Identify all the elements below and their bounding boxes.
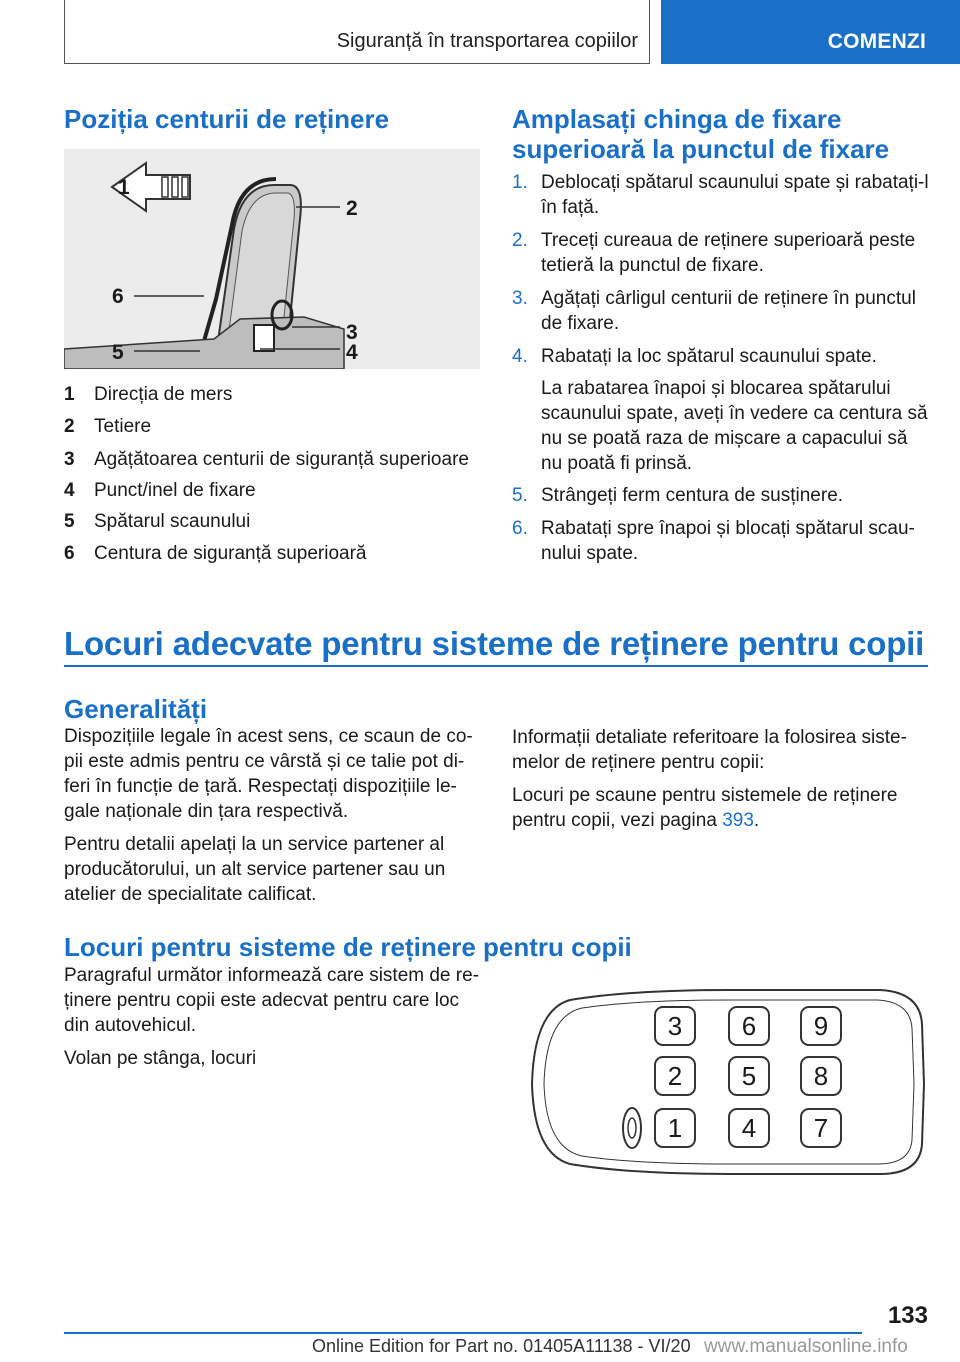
generalitati-paragraph: Dispozițiile legale în acest sens, ce scaun de copii este admis pentru ce vârstă și ce talie pot diferi în funcție de țară. Respectați dispozițiile legale naționale din țara respectivă. bbox=[64, 726, 473, 822]
generalitati-section bbox=[64, 694, 484, 907]
step-num: 3. bbox=[512, 288, 528, 309]
generalitati-info-paragraph: Informații detaliate referitoare la folosirea sistemelor de reținere pentru copii: bbox=[512, 727, 907, 773]
step-item bbox=[512, 228, 932, 278]
step-item bbox=[512, 286, 932, 336]
page-393-link[interactable]: 393 bbox=[722, 810, 754, 831]
seat-layout-diagram bbox=[510, 984, 930, 1180]
generalitati-reference-paragraph bbox=[512, 783, 926, 833]
step-num: 1. bbox=[512, 172, 528, 193]
main-section-title: Locuri adecvate pentru sisteme de reținere pentru copii bbox=[64, 625, 925, 662]
callout-3: 3 bbox=[346, 321, 358, 344]
right-section-title-line2: superioară la punctul de fixare bbox=[512, 134, 890, 164]
callout-6: 6 bbox=[112, 285, 124, 308]
step-num: 4. bbox=[512, 346, 528, 367]
step-num: 2. bbox=[512, 230, 528, 251]
generalitati-paragraph: Pentru detalii apelați la un service partener al producătorului, un alt service partener sau un atelier de specialitate calificat. bbox=[64, 834, 446, 905]
legend-num: 6 bbox=[64, 543, 75, 564]
seat-3: 3 bbox=[654, 1006, 696, 1046]
generalitati-right-column bbox=[512, 725, 926, 833]
legend-text: Tetiere bbox=[94, 416, 152, 437]
header-tab-comenzi[interactable] bbox=[661, 0, 960, 64]
seat-5: 5 bbox=[728, 1056, 770, 1096]
seat-2: 2 bbox=[654, 1056, 696, 1096]
locuri-text bbox=[64, 963, 484, 1071]
legend-text: Direcția de mers bbox=[94, 384, 233, 405]
legend-num: 2 bbox=[64, 416, 75, 437]
header-section-title: Siguranță în transportarea copiilor bbox=[336, 30, 638, 52]
car-outline-graphic bbox=[510, 984, 930, 1180]
step-text: Rabatați spre înapoi și blocați spătarul scaunului spate. bbox=[541, 518, 915, 564]
step-text: Treceți cureaua de reținere superioară peste tetieră la punctul de fixare. bbox=[541, 230, 916, 276]
legend-num: 3 bbox=[64, 449, 75, 470]
legend-text: Centura de siguranță superioară bbox=[94, 543, 367, 564]
seat-4: 4 bbox=[728, 1108, 770, 1148]
legend-text: Punct/inel de fixare bbox=[94, 480, 256, 501]
step-item bbox=[512, 170, 932, 220]
seat-6: 6 bbox=[728, 1006, 770, 1046]
seat-belt-figure bbox=[64, 149, 480, 369]
page-number: 133 bbox=[887, 1302, 928, 1329]
left-section-title: Poziția centurii de reținere bbox=[64, 104, 390, 134]
seat-1: 1 bbox=[654, 1108, 696, 1148]
legend-num: 1 bbox=[64, 384, 75, 405]
seat-8: 8 bbox=[800, 1056, 842, 1096]
callout-2: 2 bbox=[346, 197, 358, 220]
step-text: Agățați cârligul centurii de reținere în punctul de fixare. bbox=[541, 288, 916, 334]
seat-7: 7 bbox=[800, 1108, 842, 1148]
locuri-section bbox=[64, 932, 944, 962]
step-num: 5. bbox=[512, 485, 528, 506]
left-section-title-wrap bbox=[64, 104, 484, 134]
reference-end: . bbox=[753, 810, 760, 831]
right-section-title-line1: Amplasați chinga de fixare bbox=[512, 104, 842, 134]
step-text: Rabatați la loc spătarul scaunului spate. bbox=[541, 346, 877, 367]
watermark-text: www.manualsonline.info bbox=[700, 1336, 908, 1358]
callout-5: 5 bbox=[112, 341, 124, 364]
generalitati-title: Generalități bbox=[64, 694, 208, 724]
footer-rule bbox=[64, 1332, 862, 1334]
callout-4: 4 bbox=[346, 341, 358, 364]
header-tab-label: COMENZI bbox=[827, 30, 926, 53]
legend-text: Spătarul scaunului bbox=[94, 511, 251, 532]
step-text: Deblocați spătarul scaunului spate și rabatați-l în față. bbox=[541, 172, 929, 218]
locuri-paragraph: Paragraful următor informează care sistem de reținere pentru copii este adecvat pentru care loc din autovehicul. bbox=[64, 965, 479, 1036]
legend-num: 4 bbox=[64, 480, 75, 501]
step-text: La rabatarea înapoi și blocarea spătarului scaunului spate, aveți în vedere ca centura să nu se poată raza de mișcare a capacului să nu poată fi prinsă. bbox=[541, 378, 928, 474]
locuri-paragraph: Volan pe stânga, locuri bbox=[64, 1048, 257, 1069]
step-item bbox=[512, 516, 932, 566]
section-rule bbox=[64, 665, 928, 667]
legend-num: 5 bbox=[64, 511, 75, 532]
seat-9: 9 bbox=[800, 1006, 842, 1046]
callout-1: 1 bbox=[118, 176, 130, 199]
footer-edition-text: Online Edition for Part no. 01405A11138 - VI/20 bbox=[312, 1336, 691, 1356]
reference-text: Locuri pe scaune pentru sistemele de reținere pentru copii, vezi pagina bbox=[512, 785, 898, 831]
step-note bbox=[512, 376, 932, 476]
step-item bbox=[512, 344, 932, 369]
legend-text: Agățătoarea centurii de siguranță superioare bbox=[94, 449, 469, 470]
step-item bbox=[512, 483, 932, 508]
step-num: 6. bbox=[512, 518, 528, 539]
right-section-title-wrap bbox=[512, 104, 932, 164]
locuri-title: Locuri pentru sisteme de reținere pentru copii bbox=[64, 932, 632, 962]
step-text: Strângeți ferm centura de susținere. bbox=[541, 485, 844, 506]
